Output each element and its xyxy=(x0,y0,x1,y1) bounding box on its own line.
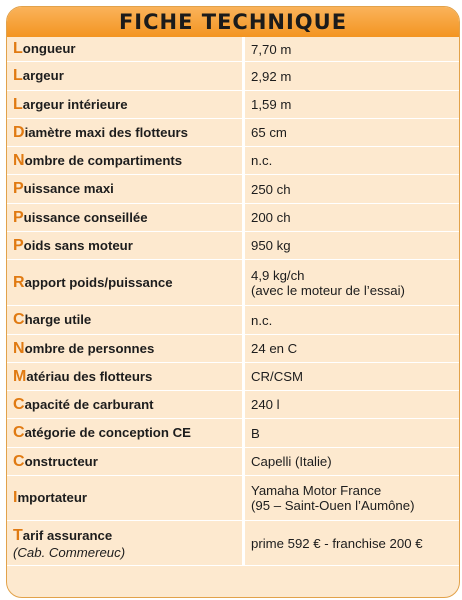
spec-row xyxy=(7,232,459,260)
label-initial: P xyxy=(13,236,24,254)
label-initial: N xyxy=(13,339,25,357)
spec-value xyxy=(245,232,459,260)
spec-label xyxy=(7,391,245,419)
value-line: prime 592 € - franchise 200 € xyxy=(251,535,423,551)
label-initial: C xyxy=(13,311,25,328)
label-initial: D xyxy=(13,123,25,141)
label-initial: C xyxy=(13,424,25,441)
spec-label xyxy=(7,147,245,175)
value-line: n.c. xyxy=(251,312,273,328)
spec-label xyxy=(7,521,245,566)
spec-label xyxy=(7,175,245,204)
label-rest: uissance conseillée xyxy=(23,209,148,225)
spec-value xyxy=(245,363,459,391)
spec-label xyxy=(7,91,245,119)
value-line-2: (95 – Saint-Ouen l’Aumône) xyxy=(251,498,415,513)
label-initial: P xyxy=(13,180,24,197)
label-rest: ongueur xyxy=(22,41,76,56)
spec-label xyxy=(7,306,245,335)
spec-value xyxy=(245,119,459,147)
spec-row xyxy=(7,419,459,448)
value-line: 65 cm xyxy=(251,125,287,140)
spec-value xyxy=(245,391,459,419)
label-initial: I xyxy=(13,489,18,506)
label-rest: atégorie de conception CE xyxy=(24,425,191,440)
spec-row xyxy=(7,476,459,521)
spec-row xyxy=(7,521,459,566)
value-line: 7,70 m xyxy=(251,41,292,57)
label-initial: M xyxy=(13,367,27,385)
label-rest: uissance maxi xyxy=(23,181,114,196)
label-rest: argeur xyxy=(22,68,64,83)
spec-value xyxy=(245,335,459,363)
spec-row xyxy=(7,306,459,335)
technical-sheet xyxy=(6,6,460,598)
spec-row xyxy=(7,175,459,204)
spec-value xyxy=(245,260,459,306)
spec-label xyxy=(7,204,245,232)
label-rest: atériau des flotteurs xyxy=(26,368,153,384)
value-line: 4,9 kg/ch xyxy=(251,267,305,283)
label-rest: onstructeur xyxy=(24,453,98,469)
value-line: B xyxy=(251,425,260,441)
spec-row xyxy=(7,119,459,147)
spec-row xyxy=(7,91,459,119)
value-line: n.c. xyxy=(251,153,273,168)
label-initial: N xyxy=(13,151,25,169)
spec-label xyxy=(7,62,245,91)
value-line: 200 ch xyxy=(251,210,291,225)
value-line: 240 l xyxy=(251,397,280,412)
label-initial: C xyxy=(13,395,25,413)
value-line: 2,92 m xyxy=(251,68,292,84)
label-rest: harge utile xyxy=(24,312,92,327)
spec-value xyxy=(245,306,459,335)
spec-table xyxy=(7,37,459,566)
label-rest: ombre de personnes xyxy=(24,340,155,356)
label-rest: iamètre maxi des flotteurs xyxy=(24,124,189,140)
spec-label xyxy=(7,119,245,147)
spec-value xyxy=(245,62,459,91)
label-rest: apport poids/puissance xyxy=(24,274,173,290)
label-initial: R xyxy=(13,273,25,291)
spec-label xyxy=(7,335,245,363)
spec-label xyxy=(7,448,245,476)
label-rest: apacité de carburant xyxy=(24,396,154,412)
spec-label xyxy=(7,37,245,62)
spec-row xyxy=(7,62,459,91)
value-line: 950 kg xyxy=(251,238,291,253)
label-rest: oids sans moteur xyxy=(23,237,133,253)
value-line-2: (avec le moteur de l’essai) xyxy=(251,282,405,298)
spec-value xyxy=(245,476,459,521)
spec-value xyxy=(245,175,459,204)
spec-label xyxy=(7,363,245,391)
label-initial: T xyxy=(13,526,23,544)
value-line: CR/CSM xyxy=(251,369,304,384)
spec-row xyxy=(7,335,459,363)
label-rest: arif assurance xyxy=(22,527,113,543)
spec-value xyxy=(245,419,459,448)
spec-value xyxy=(245,91,459,119)
spec-row xyxy=(7,147,459,175)
value-line: Yamaha Motor France xyxy=(251,483,382,498)
value-line: Capelli (Italie) xyxy=(251,454,332,469)
label-rest: ombre de compartiments xyxy=(24,152,183,168)
spec-label xyxy=(7,419,245,448)
spec-label xyxy=(7,260,245,306)
spec-value xyxy=(245,521,459,566)
value-line: 250 ch xyxy=(251,181,291,197)
spec-label xyxy=(7,476,245,521)
sheet-title: FICHE TECHNIQUE xyxy=(7,7,459,37)
label-rest: mportateur xyxy=(17,490,88,505)
spec-row xyxy=(7,260,459,306)
label-initial: L xyxy=(13,67,23,84)
value-line: 24 en C xyxy=(251,341,298,356)
spec-value xyxy=(245,448,459,476)
label-initial: L xyxy=(13,40,23,57)
label-rest: argeur intérieure xyxy=(22,96,128,112)
spec-value xyxy=(245,37,459,62)
spec-row xyxy=(7,448,459,476)
spec-label xyxy=(7,232,245,260)
spec-value xyxy=(245,147,459,175)
spec-value xyxy=(245,204,459,232)
label-initial: L xyxy=(13,95,23,113)
spec-row xyxy=(7,37,459,62)
value-line: 1,59 m xyxy=(251,97,292,112)
spec-row xyxy=(7,391,459,419)
spec-row xyxy=(7,363,459,391)
label-initial: C xyxy=(13,452,25,470)
label-note: (Cab. Commereuc) xyxy=(13,544,126,560)
spec-row xyxy=(7,204,459,232)
label-initial: P xyxy=(13,208,24,226)
